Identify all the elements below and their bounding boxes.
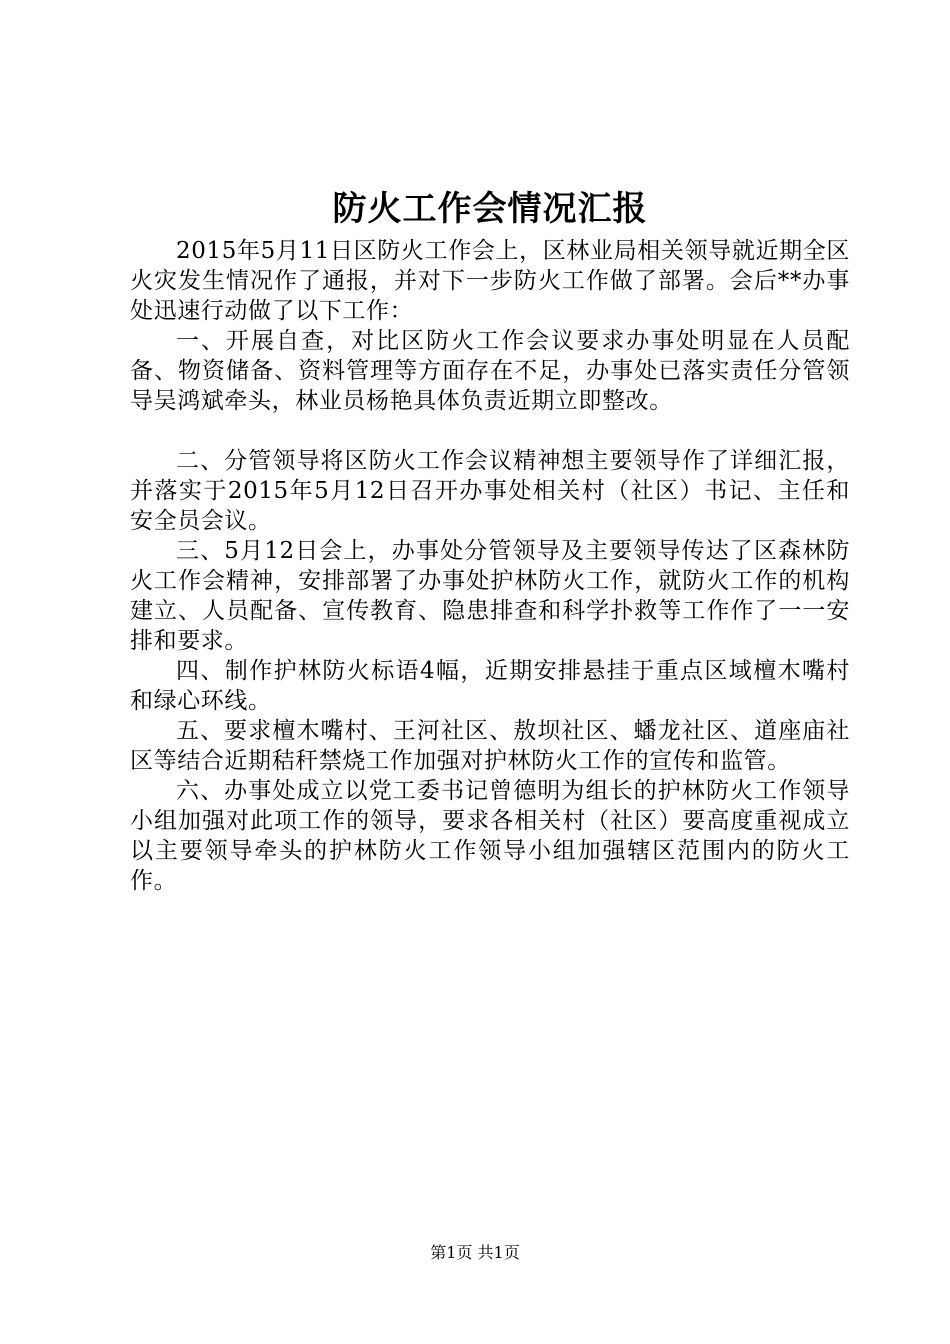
paragraph-item-3: 三、5月12日会上，办事处分管领导及主要领导传达了区森林防火工作会精神，安排部署了办事处护林防火工作，就防火工作的机构建立、人员配备、宣传教育、隐患排查和科学扑救等工作作了一一安排和要求。 <box>130 538 850 654</box>
document-title: 防火工作会情况汇报 <box>332 189 648 229</box>
paragraph-item-5: 五、要求檀木嘴村、王河社区、敖坝社区、蟠龙社区、道座庙社区等结合近期秸秆禁烧工作加强对护林防火工作的宣传和监管。 <box>130 718 850 774</box>
paragraph-intro: 2015年5月11日区防火工作会上，区林业局相关领导就近期全区火灾发生情况作了通报，并对下一步防火工作做了部署。会后**办事处迅速行动做了以下工作： <box>130 238 850 324</box>
paragraph-item-4: 四、制作护林防火标语4幅，近期安排悬挂于重点区域檀木嘴村和绿心环线。 <box>130 658 850 714</box>
paragraph-item-6: 六、办事处成立以党工委书记曾德明为组长的护林防火工作领导小组加强对此项工作的领导，要求各相关村（社区）要高度重视成立以主要领导牵头的护林防火工作领导小组加强辖区范围内的防火工作。 <box>130 778 850 894</box>
document-body <box>130 186 850 896</box>
paragraph-item-2: 二、分管领导将区防火工作会议精神想主要领导作了详细汇报，并落实于2015年5月12日召开办事处相关村（社区）书记、主任和安全员会议。 <box>130 448 850 534</box>
paragraph-item-1: 一、开展自查，对比区防火工作会议要求办事处明显在人员配备、物资储备、资料管理等方面存在不足，办事处已落实责任分管领导吴鸿斌牵头，林业员杨艳具体负责近期立即整改。 <box>130 328 850 414</box>
page-number-footer: 第1页 共1页 <box>430 1243 520 1262</box>
